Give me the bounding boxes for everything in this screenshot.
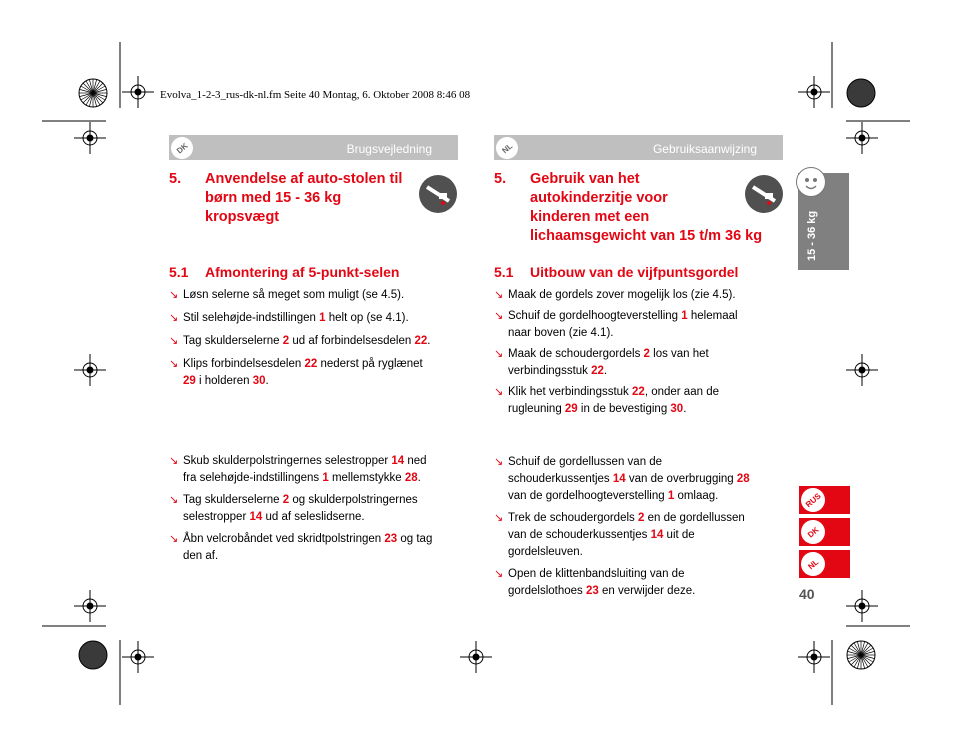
- steps-list-nl-2: [494, 454, 784, 605]
- lang-badge-dk: DK: [167, 133, 198, 164]
- subsection-heading-dk: [169, 264, 399, 280]
- step-text: den af.: [183, 550, 219, 562]
- part-reference-number: 29: [183, 375, 196, 387]
- list-item: [169, 453, 469, 487]
- step-text: og skulderpolstringernes: [289, 494, 418, 506]
- part-reference-number: 1: [667, 490, 675, 502]
- page-number: 40: [799, 586, 815, 602]
- header-bar-nl: [494, 135, 783, 160]
- density-patch: [847, 79, 875, 107]
- step-text: en verwijder deze.: [598, 585, 696, 597]
- part-reference-number: 30: [252, 375, 266, 387]
- part-reference-number: 22: [414, 335, 428, 347]
- arrow-bullet-icon: ↘: [494, 348, 504, 360]
- part-reference-number: 2: [282, 494, 290, 506]
- siemens-star-target: [79, 79, 107, 107]
- step-text: .: [427, 335, 431, 347]
- step-text: van de gordelhoogteverstelling: [508, 490, 668, 502]
- section-title-line: kropsvægt: [205, 209, 280, 225]
- arrow-bullet-icon: ↘: [494, 512, 504, 524]
- part-reference-number: 14: [612, 473, 626, 485]
- list-item: [169, 287, 469, 304]
- part-reference-number: 29: [564, 403, 578, 415]
- step-text: Klips forbindelsesdelen: [183, 358, 305, 370]
- part-reference-number: 14: [249, 511, 263, 523]
- part-reference-number: 2: [637, 512, 645, 524]
- header-title-dk: Brugsvejledning: [346, 142, 432, 156]
- arrow-bullet-icon: ↘: [494, 289, 504, 301]
- lang-tab-nl[interactable]: [799, 550, 850, 578]
- step-text: Open de klittenbandsluiting van de: [508, 568, 685, 580]
- step-text: Åbn velcrobåndet ved skridtpolstringen: [183, 533, 385, 545]
- steps-list-dk-1: [169, 287, 469, 396]
- lang-tab-rus[interactable]: [799, 486, 850, 514]
- density-patch: [79, 641, 107, 669]
- weight-group-tab: [798, 173, 849, 270]
- section-heading-dk: [169, 170, 414, 230]
- step-text: Skub skulderpolstringernes selestropper: [183, 455, 392, 467]
- lang-tab-nl-label: NL: [796, 547, 830, 581]
- part-reference-number: 22: [304, 358, 318, 370]
- part-reference-number: 14: [391, 455, 405, 467]
- lang-tab-dk[interactable]: [799, 518, 850, 546]
- header-bar-dk: [169, 135, 458, 160]
- arrow-bullet-icon: ↘: [494, 310, 504, 322]
- file-info-line: Evolva_1-2-3_rus-dk-nl.fm Seite 40 Montag, 6. Oktober 2008 8:46 08: [160, 89, 471, 101]
- list-item: [494, 346, 784, 380]
- arrow-bullet-icon: ↘: [494, 456, 504, 468]
- siemens-star-target: [847, 641, 875, 669]
- list-item: [169, 333, 469, 350]
- subsection-number-dk: 5.1: [169, 264, 189, 280]
- part-reference-number: 23: [384, 533, 398, 545]
- subsection-number-nl: 5.1: [494, 264, 514, 280]
- subsection-title-dk: Afmontering af 5-punkt-selen: [205, 264, 400, 280]
- step-text: fra selehøjde-indstillingens: [183, 472, 323, 484]
- list-item: [169, 356, 469, 390]
- arrow-bullet-icon: ↘: [169, 335, 179, 347]
- step-text: , onder aan de: [644, 386, 719, 398]
- step-text: .: [417, 472, 421, 484]
- step-text: Tag skulderselerne: [183, 335, 283, 347]
- step-text: in de bevestiging: [577, 403, 671, 415]
- step-text: nederst på ryglænet: [317, 358, 423, 370]
- list-item: [494, 287, 784, 304]
- section-title-line: kinderen met een: [530, 209, 650, 225]
- part-reference-number: 30: [670, 403, 684, 415]
- steps-list-nl-1: [494, 287, 784, 422]
- step-text: Stil selehøjde-indstillingen: [183, 312, 320, 324]
- part-reference-number: 1: [322, 472, 329, 484]
- arrow-bullet-icon: ↘: [169, 358, 179, 370]
- section-title-line: Anvendelse af auto-stolen til: [205, 171, 403, 187]
- step-text: omlaag.: [674, 490, 719, 502]
- subsection-title-nl: Uitbouw van de vijfpuntsgordel: [530, 264, 739, 280]
- list-item: [169, 492, 469, 526]
- step-text: helt op (se 4.1).: [325, 312, 409, 324]
- arrow-bullet-icon: ↘: [169, 289, 179, 301]
- step-text: ud af seleslidserne.: [262, 511, 365, 523]
- steps-list-dk-2: [169, 453, 469, 570]
- list-item: [494, 384, 784, 418]
- part-reference-number: 22: [632, 386, 645, 398]
- subsection-heading-nl: [494, 264, 738, 280]
- arrow-bullet-icon: ↘: [169, 455, 179, 467]
- step-text: og tag: [397, 533, 433, 545]
- part-reference-number: 28: [404, 472, 418, 484]
- part-reference-number: 22: [591, 365, 604, 377]
- list-item: [169, 531, 469, 565]
- step-text: .: [265, 375, 269, 387]
- step-text: van de schouderkussentjes: [508, 529, 651, 541]
- step-text: gordelslothoes: [508, 585, 586, 597]
- section-number-nl: 5.: [494, 171, 507, 187]
- section-title-line: børn med 15 - 36 kg: [205, 190, 342, 206]
- step-text: gordelsleuven.: [508, 546, 583, 558]
- part-reference-number: 2: [643, 348, 650, 360]
- step-text: ud af forbindelsesdelen: [289, 335, 415, 347]
- part-reference-number: 28: [736, 473, 750, 485]
- step-text: rugleuning: [508, 403, 565, 415]
- lang-badge-nl: NL: [492, 133, 523, 164]
- lang-tab-dk-label: DK: [796, 515, 830, 549]
- part-reference-number: 1: [681, 310, 688, 322]
- part-reference-number: 14: [650, 529, 664, 541]
- section-title-line: Gebruik van het: [530, 171, 640, 187]
- step-text: Maak de gordels zover mogelijk los (zie 4.5).: [508, 289, 736, 301]
- seat-belt-icon: [419, 175, 457, 213]
- section-title-line: autokinderzitje voor: [530, 190, 668, 206]
- step-text: Klik het verbindingsstuk: [508, 386, 633, 398]
- child-face-icon: [796, 167, 826, 197]
- part-reference-number: 23: [586, 585, 599, 597]
- step-text: Tag skulderselerne: [183, 494, 283, 506]
- part-reference-number: 1: [319, 312, 326, 324]
- weight-group-label: 15 - 36 kg: [806, 210, 818, 261]
- part-reference-number: 2: [282, 335, 290, 347]
- step-text: .: [683, 403, 687, 415]
- list-item: [494, 566, 784, 600]
- step-text: selestropper: [183, 511, 250, 523]
- section-number-dk: 5.: [169, 171, 182, 187]
- step-text: i holderen: [195, 375, 253, 387]
- list-item: [494, 454, 784, 505]
- step-text: verbindingsstuk: [508, 365, 592, 377]
- step-text: ned: [404, 455, 427, 467]
- arrow-bullet-icon: ↘: [169, 312, 179, 324]
- list-item: [494, 510, 784, 561]
- arrow-bullet-icon: ↘: [169, 494, 179, 506]
- list-item: [169, 310, 469, 327]
- step-text: schouderkussentjes: [508, 473, 613, 485]
- section-title-nl: [530, 170, 762, 246]
- seat-belt-icon: [745, 175, 783, 213]
- section-title-dk: [205, 170, 402, 227]
- section-title-line: lichaamsgewicht van 15 t/m 36 kg: [530, 228, 763, 244]
- list-item: [494, 308, 784, 342]
- step-text: Maak de schoudergordels: [508, 348, 644, 360]
- step-text: Schuif de gordellussen van de: [508, 456, 663, 468]
- step-text: en de gordellussen: [644, 512, 745, 524]
- step-text: naar boven (zie 4.1).: [508, 327, 614, 339]
- lang-tab-rus-label: RUS: [796, 483, 830, 517]
- arrow-bullet-icon: ↘: [169, 533, 179, 545]
- step-text: .: [603, 365, 608, 377]
- arrow-bullet-icon: ↘: [494, 386, 504, 398]
- section-heading-nl: [494, 170, 784, 250]
- step-text: uit de: [663, 529, 695, 541]
- step-text: los van het: [649, 348, 709, 360]
- step-text: helemaal: [687, 310, 738, 322]
- step-text: Schuif de gordelhoogteverstelling: [508, 310, 682, 322]
- header-title-nl: Gebruiksaanwijzing: [652, 142, 757, 156]
- step-text: van de overbrugging: [625, 473, 737, 485]
- step-text: Løsn selerne så meget som muligt (se 4.5).: [183, 289, 405, 301]
- step-text: Trek de schoudergordels: [508, 512, 638, 524]
- step-text: mellemstykke: [328, 472, 405, 484]
- arrow-bullet-icon: ↘: [494, 568, 504, 580]
